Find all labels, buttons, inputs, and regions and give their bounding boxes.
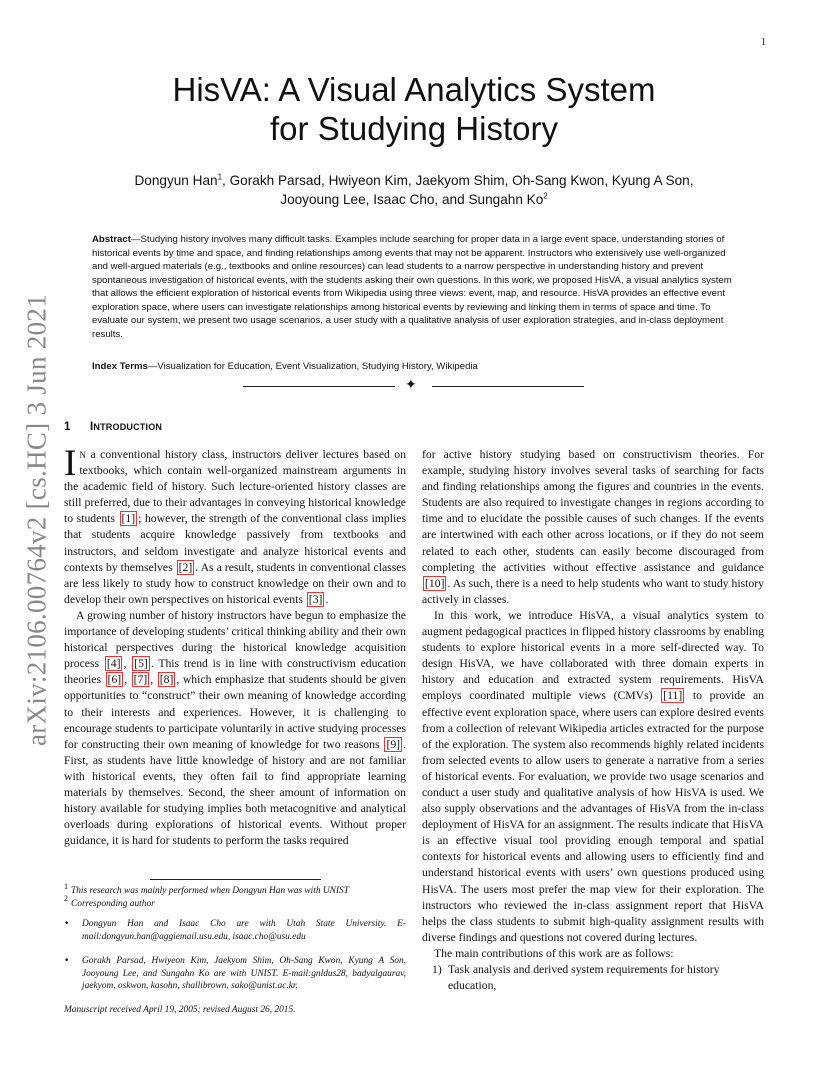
paragraph: The main contributions of this work are as follows: <box>434 946 674 960</box>
section-heading <box>64 421 162 433</box>
text-run: . <box>325 592 329 606</box>
citation-link[interactable]: [7] <box>133 673 148 687</box>
divider-line-left <box>243 386 395 387</box>
text-run: In this work, we introduce HisVA, a visual analytics system to augment pedagogical practices in flipped history classrooms by enabling students to explore historical events in a more self-directed way. To design HisVA, we have collaborated with three domain experts in history and education and extracted system requirements. HisVA employs coordinated multiple views (CMVs) <box>422 608 764 703</box>
author-line-2-text: Jooyoung Lee, Isaac Cho, and Sungahn Ko <box>280 192 544 207</box>
footnote-2 <box>64 894 406 911</box>
text-run: , which emphasize that students should be given opportunities to “construct” their own meaning of knowledge according to their interests and experiences. However, it is challenging to encourage students to participate voluntarily in active studying processes for constructing their own meaning of knowledge for two reasons <box>64 673 407 751</box>
abstract-text: —Studying history involves many difficult tasks. Examples include searching for proper data in a large event space, understanding stories of historical events by time and space, and finding relationships among events that may not be apparent. Instructors who extensively use well-organized and well-argued materials (e.g., textbooks and online resources) can lead students to a narrow perspective in understanding history and prevent spontaneous investigation of historical events, with the students asking their own questions. In this work, we proposed HisVA, a visual analytics system that allows the efficient exploration of historical events from Wikipedia using three views: event, map, and resource. HisVA provides an effective event exploration space, where users can investigate relationships among historical events by reviewing and linking them in terms of space and time. To evaluate our system, we present two usage scenarios, a user study with a qualitative analysis of user exploration strategies, and in-class deployment results. <box>92 234 732 340</box>
index-terms <box>92 360 737 373</box>
list-number: 1) <box>432 963 442 976</box>
author-affiliation-mark: 1 <box>217 172 223 182</box>
affiliation-note <box>64 918 406 943</box>
section-number: 1 <box>64 421 71 433</box>
citation-link[interactable]: [6] <box>107 673 122 687</box>
title-line-1: HisVA: A Visual Analytics System <box>172 71 656 108</box>
manuscript-note: Manuscript received April 19, 2005; revised August 26, 2015. <box>64 1004 296 1015</box>
abstract-label: Abstract <box>92 234 131 245</box>
title-line-2: for Studying History <box>270 110 558 147</box>
paragraph <box>64 608 406 849</box>
text-run: . First, as students have little knowledge of history and are not familiar with historical events, they often fail to find appropriate learning materials by themselves. Second, the sheer amount of information on history available for studying implies both metacognitive and analytical overloads during explorations of historical events. Without proper guidance, it is hard for students to perform the tasks required <box>64 737 406 848</box>
paragraph <box>64 443 406 608</box>
section-divider <box>243 379 584 393</box>
divider-diamond-icon: ✦ <box>405 377 417 393</box>
author-line-1-rest: , Gorakh Parsad, Hwiyeon Kim, Jaekyom Shim, Oh-Sang Kwon, Kyung A Son, <box>222 173 694 188</box>
index-terms-text: —Visualization for Education, Event Visualization, Studying History, Wikipedia <box>147 361 478 372</box>
citation-link[interactable]: [11] <box>663 689 683 703</box>
section-title-rest: NTRODUCTION <box>93 422 163 432</box>
paragraph <box>422 447 764 608</box>
index-terms-label: Index Terms <box>92 361 148 372</box>
affiliation-text: Gorakh Parsad, Hwiyeon Kim, Jaekyom Shim, Oh-Sang Kwon, Kyung A Son, Jooyoung Lee, and Sungahn Ko are with UNIST. E-mail:gnldus28, badyalgaurav, jaekyom, oskwon, kasohn, shallibrown, sako@unist.ac.kr. <box>82 956 406 991</box>
citation-link[interactable]: [1] <box>121 512 136 526</box>
footnote-text: Corresponding author <box>71 898 155 909</box>
text-run: . As such, there is a need to help students who want to study history actively in classes. <box>422 576 764 606</box>
author-list <box>80 171 748 209</box>
paragraph <box>422 608 764 946</box>
text-run: a conventional history class, instructors deliver lectures based on textbooks, which contain well-organized mainstream arguments in the academic field of history. Such lecture-oriented history classes are still preferred, due to their advantages in conveying historical knowledge to students <box>64 448 406 526</box>
citation-link[interactable]: [3] <box>308 592 323 606</box>
divider-line-right <box>432 386 584 387</box>
bullet-icon: • <box>64 956 70 966</box>
footnote-mark: 1 <box>64 881 68 891</box>
arxiv-identifier: arXiv:2106.00764v2 [cs.HC] 3 Jun 2021 <box>21 293 52 747</box>
author-first: Dongyun Han <box>134 173 218 188</box>
bullet-icon: • <box>64 919 70 929</box>
citation-link[interactable]: [5] <box>134 657 148 671</box>
footnote-mark: 2 <box>64 894 68 904</box>
footnote-rule <box>150 879 321 880</box>
affiliation-note <box>64 955 406 993</box>
citation-link[interactable]: [4] <box>106 657 121 671</box>
contribution-list-item <box>422 962 764 994</box>
footnotes <box>64 881 406 1016</box>
footnote-1 <box>64 881 406 898</box>
list-text: Task analysis and derived system requirements for history education, <box>448 963 720 993</box>
citation-link[interactable]: [2] <box>178 560 193 574</box>
author-line-1 <box>80 171 748 190</box>
text-run: , <box>150 673 157 687</box>
page-number: 1 <box>761 37 766 48</box>
citation-link[interactable]: [9] <box>386 737 401 751</box>
paper-title <box>100 70 728 148</box>
abstract <box>92 233 737 341</box>
affiliation-text: Dongyun Han and Isaac Cho are with Utah State University. E-mail:dongyun.han@aggiemail.usu.edu, isaac.cho@usu.edu <box>82 919 406 942</box>
citation-link[interactable]: [8] <box>159 673 174 687</box>
text-run: for active history studying based on constructivism theories. For example, studying history involves several tasks of searching for facts and finding relationships among the figures and countries in the events. Students are also required to investigate changes in regions according to time and to elucidate the possible causes of such changes. If the events are intertwined with each other across locations, or if they do not seem related to each other, students can easily become discouraged from completing the activities without effective assistance and guidance <box>422 448 764 574</box>
text-run: , <box>124 673 131 687</box>
text-run: A growing number of history instructors have begun to emphasize the importance of developing students’ critical thinking ability and their own historical perspectives during the historical knowledge acquisition process <box>64 608 406 671</box>
corresponding-mark: 2 <box>543 191 548 201</box>
text-run: . As a result, students in conventional classes are less likely to study how to construct knowledge on their own and to develop their own perspectives on historical events <box>64 560 406 606</box>
small-caps-text: N <box>79 450 87 460</box>
drop-cap: I <box>64 443 77 484</box>
footnote-text: This research was mainly performed when Dongyun Han was with UNIST <box>71 886 349 896</box>
text-run: , <box>123 657 132 671</box>
text-run: . This trend is in line with constructivism education theories <box>64 657 406 687</box>
text-run: ; however, the strength of the conventional class implies that students acquire knowledge passively from textbooks and instructors, and seldom investigate and analyze historical events and contexts by themselves <box>64 512 406 574</box>
right-column <box>422 447 764 994</box>
text-run: to provide an effective event exploration space, where users can explore desired events from a collection of relevant Wikipedia articles extracted for the purpose of the exploration. The system also recommends highly related incidents from selected events to allow users to generate a narrative from a series of historical events. For evaluation, we provide two usage scenarios and conduct a user study and qualitative analysis of how HisVA is used. We also supply observations and the advantages of HisVA from the in-class deployment of HisVA for an assignment. The results indicate that HisVA is an effective visual tool providing enough temporal and spatial contexts for historical events and allowing users to efficiently find and understand historical events with users’ own questions produced using HisVA. The users most prefer the map view for their exploration. The instructors who reviewed the in-class assignment report that HisVA helps the class students to submit high-quality assignment results with diverse findings and questions not covered during lectures. <box>422 689 764 944</box>
citation-link[interactable]: [10] <box>425 576 445 590</box>
left-column <box>64 443 407 849</box>
section-title-initial: I <box>90 421 94 433</box>
author-line-2 <box>80 190 748 209</box>
